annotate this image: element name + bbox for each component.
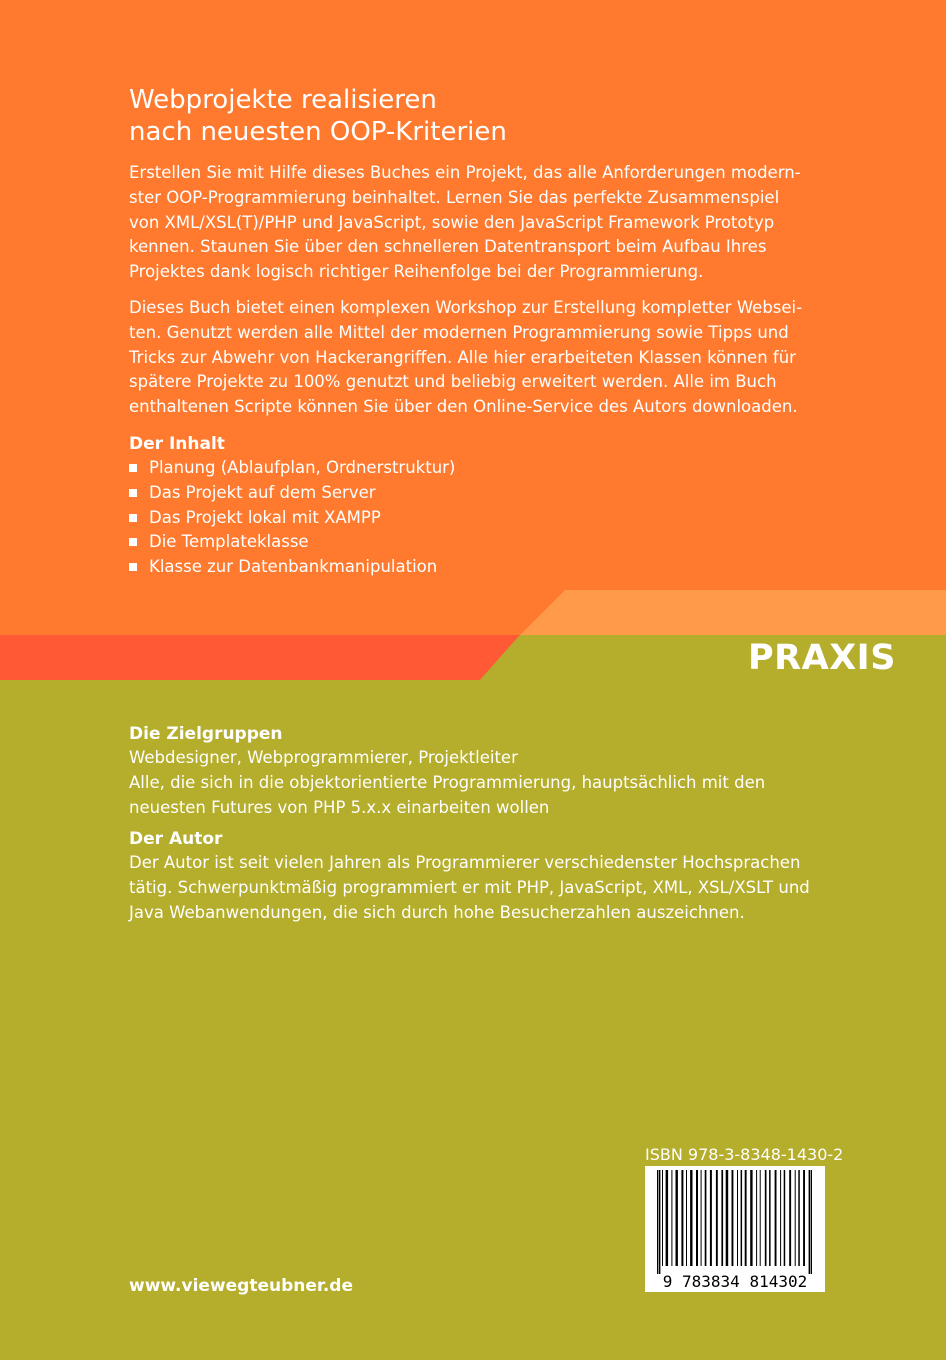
barcode-bar xyxy=(760,1170,761,1266)
barcode-bar xyxy=(710,1170,712,1266)
intro-line: Erstellen Sie mit Hilfe dieses Buches ein Projekt, das alle Anforderungen modern- xyxy=(129,163,801,182)
band-red-orange xyxy=(0,635,520,680)
list-item-label: Planung (Ablaufplan, Ordnerstruktur) xyxy=(149,458,456,477)
barcode-bar xyxy=(676,1170,678,1266)
intro-line: kennen. Staunen Sie über den schnelleren Datentransport beim Aufbau Ihres xyxy=(129,237,767,257)
barcode-bar xyxy=(686,1170,687,1266)
intro-line: ster OOP-Programmierung beinhaltet. Lernen Sie das perfekte Zusammenspiel xyxy=(129,187,780,207)
barcode-digits: 9 783834 814302 xyxy=(662,1272,808,1291)
intro-paragraph xyxy=(129,161,829,285)
author-text xyxy=(129,851,829,925)
barcode-bar xyxy=(671,1170,672,1266)
headline-line-1: Webprojekte realisieren xyxy=(129,85,437,115)
author-line: Der Autor ist seit vielen Jahren als Programmierer verschiedenster Hochsprachen xyxy=(129,853,801,872)
author-line: tätig. Schwerpunktmäßig programmiert er mit PHP, JavaScript, XML, XSL/XSLT und xyxy=(129,877,810,897)
band-light-orange xyxy=(520,590,946,635)
audience-heading: Die Zielgruppen xyxy=(129,724,283,744)
audience-text xyxy=(129,746,829,820)
workshop-line: spätere Projekte zu 100% genutzt und beliebig erweitert werden. Alle im Buch xyxy=(129,372,777,392)
barcode-bar xyxy=(803,1170,805,1266)
barcode-bar xyxy=(765,1170,767,1266)
barcode-bar xyxy=(721,1170,723,1266)
workshop-line: Tricks zur Abwehr von Hackerangriffen. Alle hier erarbeiteten Klassen können für xyxy=(129,347,796,367)
list-item xyxy=(129,481,455,506)
list-item xyxy=(129,456,455,481)
barcode-bar xyxy=(701,1170,702,1266)
book-headline xyxy=(129,84,829,148)
barcode-bar xyxy=(666,1170,669,1266)
workshop-line: enthaltenen Scripte können Sie über den Online-Service des Autors downloaden. xyxy=(129,397,798,417)
barcode-bar xyxy=(716,1170,718,1266)
barcode-guard-bar xyxy=(811,1170,812,1274)
barcode-bar xyxy=(775,1170,777,1266)
audience-line: neuesten Futures von PHP 5.x.x einarbeiten wollen xyxy=(129,797,550,817)
workshop-line: Dieses Buch bietet einen komplexen Workshop zur Erstellung kompletter Websei- xyxy=(129,298,803,317)
barcode-bar xyxy=(780,1170,781,1266)
barcode-bar xyxy=(726,1170,729,1266)
barcode-bar xyxy=(769,1170,771,1266)
barcode-bar xyxy=(756,1170,757,1266)
barcode-bar xyxy=(705,1170,707,1266)
list-item-label: Das Projekt lokal mit XAMPP xyxy=(149,507,381,527)
square-bullet-icon xyxy=(129,464,137,472)
barcode-bar xyxy=(737,1170,738,1266)
list-item-label: Das Projekt auf dem Server xyxy=(149,482,376,502)
barcode-bar xyxy=(696,1170,698,1266)
barcode-bar xyxy=(681,1170,683,1266)
barcode-bar xyxy=(732,1170,734,1266)
barcode-graphic xyxy=(645,1166,825,1292)
series-label: PRAXIS xyxy=(748,638,896,678)
list-item xyxy=(129,506,455,531)
barcode-bar xyxy=(662,1170,663,1266)
intro-line: Projektes dank logisch richtiger Reihenfolge bei der Programmierung. xyxy=(129,262,704,282)
square-bullet-icon xyxy=(129,563,137,571)
barcode-bar xyxy=(741,1170,743,1266)
square-bullet-icon xyxy=(129,489,137,497)
square-bullet-icon xyxy=(129,538,137,546)
barcode-bar xyxy=(745,1170,747,1266)
workshop-line: ten. Genutzt werden alle Mittel der modernen Programmierung sowie Tipps und xyxy=(129,322,789,342)
list-item xyxy=(129,555,455,580)
list-item-label: Die Templateklasse xyxy=(149,532,309,552)
author-line: Java Webanwendungen, die sich durch hohe Besucherzahlen auszeichnen. xyxy=(129,902,745,922)
workshop-paragraph xyxy=(129,296,829,420)
barcode-guard-bar xyxy=(809,1170,810,1274)
barcode-bar xyxy=(798,1170,800,1266)
list-item xyxy=(129,530,455,555)
barcode-bar xyxy=(750,1170,752,1266)
audience-line: Alle, die sich in die objektorientierte Programmierung, hauptsächlich mit den xyxy=(129,772,766,792)
barcode-bar xyxy=(690,1170,692,1266)
publisher-website: www.viewegteubner.de xyxy=(129,1276,354,1296)
barcode-bars xyxy=(657,1170,812,1274)
audience-line: Webdesigner, Webprogrammierer, Projektleiter xyxy=(129,748,518,767)
barcode-guard-bar xyxy=(657,1170,658,1274)
square-bullet-icon xyxy=(129,514,137,522)
barcode-bar xyxy=(784,1170,786,1266)
barcode-bar xyxy=(795,1170,796,1266)
author-heading: Der Autor xyxy=(129,829,223,849)
barcode-guard-bar xyxy=(659,1170,660,1274)
list-item-label: Klasse zur Datenbankmanipulation xyxy=(149,557,438,577)
barcode-bar xyxy=(789,1170,791,1266)
contents-heading: Der Inhalt xyxy=(129,434,225,454)
headline-line-2: nach neuesten OOP-Kriterien xyxy=(129,117,507,147)
intro-line: von XML/XSL(T)/PHP und JavaScript, sowie den JavaScript Framework Prototyp xyxy=(129,212,775,232)
contents-list xyxy=(129,456,455,580)
barcode xyxy=(645,1166,825,1292)
isbn-number: ISBN 978-3-8348-1430-2 xyxy=(645,1145,844,1164)
